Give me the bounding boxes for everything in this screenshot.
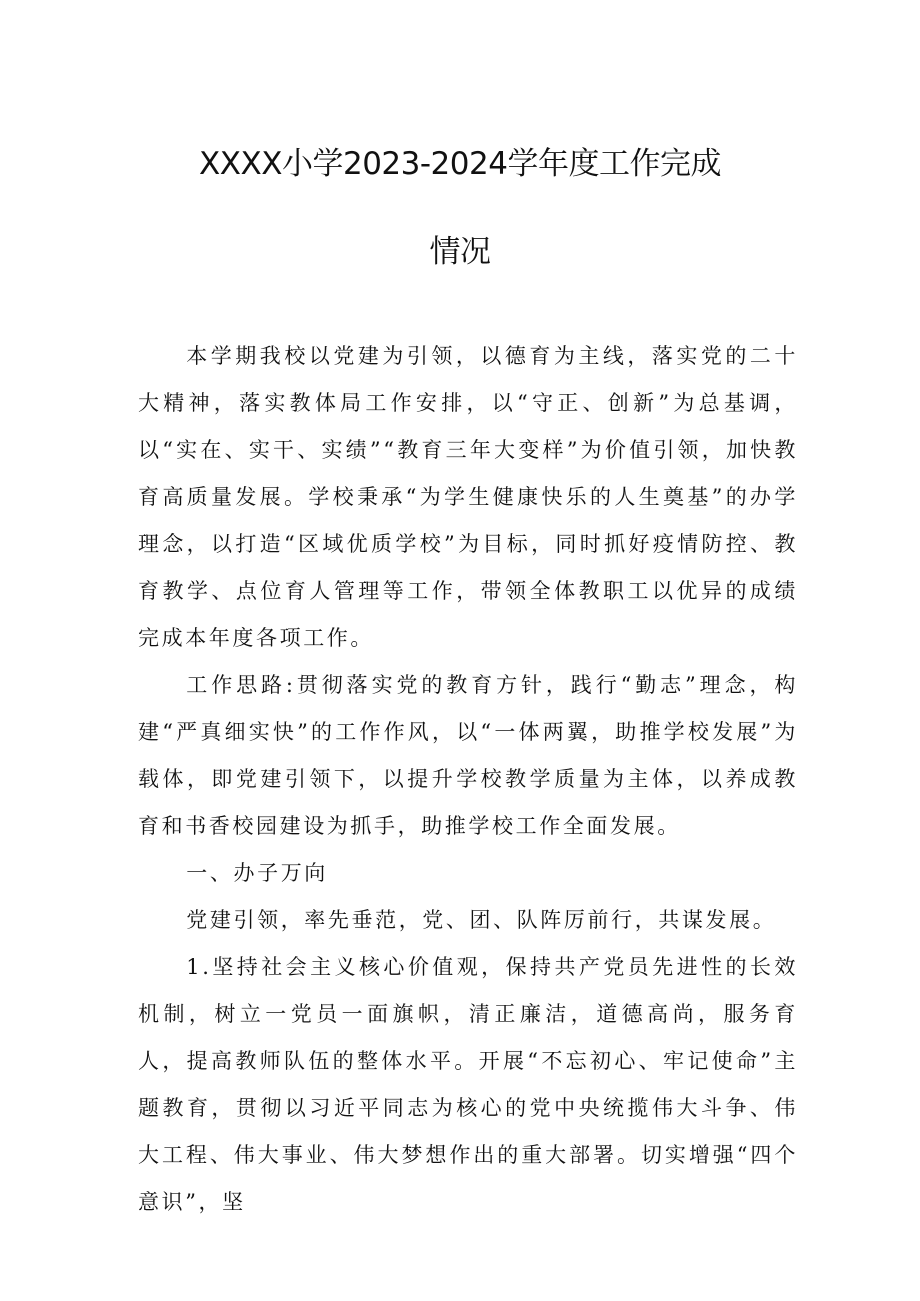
paragraph-party-building: 党建引领，率先垂范，党、团、队阵厉前行，共谋发展。 [186,908,777,932]
document-title-line-2: 情况 [429,234,491,270]
paragraph-intro: 本学期我校以党建为引领，以德育为主线，落实党的二十大精神，落实教体局工作安排，以“守正、创新”为总基调，以“实在、实干、实绩”“教育三年大变样”为价值引领，加快教育高质量发展。学校秉承“为学生健康快乐的人生奠基”的办学理念，以打造“区域优质学校”为目标，同时抓好疫情防控、教育教学、点位育人管理等工作，带领全体教职工以优异的成绩完成本年度各项工作。 [138,344,798,650]
section-heading-1: 一、办子万向 [186,861,328,885]
paragraph-work-approach: 工作思路:贯彻落实党的教育方针，践行“勤志”理念，构建“严真细实快”的工作作风，以“一体两翼，助推学校发展”为载体，即党建引领下，以提升学校教学质量为主体，以养成教育和书香校园建设为抓手，助推学校工作全面发展。 [138,673,798,838]
document-title-line-1: XXXX小学2023-2024学年度工作完成 [199,146,721,182]
paragraph-item-1: 1.坚持社会主义核心价值观，保持共产党员先进性的长效机制，树立一党员一面旗帜，清正廉洁，道德高尚，服务育人，提高教师队伍的整体水平。开展“不忘初心、牢记使命”主题教育，贯彻以习近平同志为核心的党中央统揽伟大斗争、伟大工程、伟大事业、伟大梦想作出的重大部署。切实增强“四个意识”，坚 [138,955,798,1214]
document-body [138,333,798,1226]
